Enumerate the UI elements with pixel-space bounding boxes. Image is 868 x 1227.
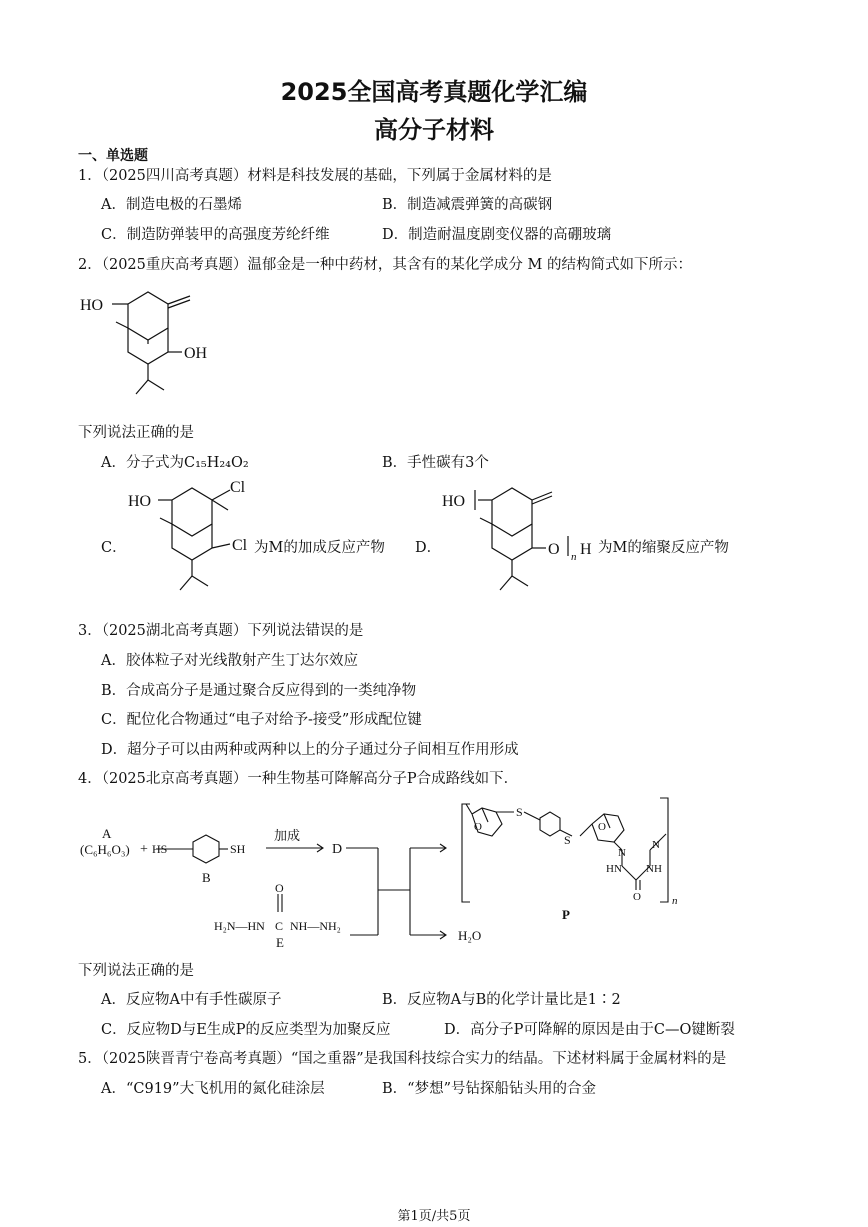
scheme-hs: HS [152,842,168,856]
scheme-p-o1: O [474,821,482,833]
option-d-text: 为M的缩聚反应产物 [598,540,729,556]
option-c: C．制造防弹装甲的高强度芳纶纤维 [101,227,330,243]
option-c: C．反应物D与E生成P的反应类型为加聚反应 [101,1022,391,1038]
option-d: D．制造耐温度剧变仪器的高硼玻璃 [382,227,612,243]
struct-cl-bottom: Cl [232,537,248,554]
option-c: C．配位化合物通过“电子对给予-接受”形成配位键 [101,712,422,728]
structure-option-c [128,476,268,606]
option-c-text: 为M的加成反应产物 [254,540,385,556]
scheme-e-label: E [276,935,284,950]
struct-oh: OH [184,345,208,362]
option-b: B．合成高分子是通过聚合反应得到的一类纯净物 [101,683,417,699]
question-stem: 2．（2025重庆高考真题）温郁金是一种中药材，其含有的某化学成分 M 的结构简式如下所示： [78,257,692,273]
question-lead: 下列说法正确的是 [78,963,194,979]
option-d: D．超分子可以由两种或两种以上的分子通过分子间相互作用形成 [101,742,519,758]
option-b: B．“梦想”号钻探船钻头用的合金 [382,1081,596,1097]
question-stem: 1．（2025四川高考真题）材料是科技发展的基础，下列属于金属材料的是 [78,168,552,184]
struct-o: O [548,541,560,558]
scheme-p-label: P [562,907,570,922]
scheme-p-n1: N [618,847,626,859]
struct-ho: HO [442,493,466,510]
question-stem: 4．（2025北京高考真题）一种生物基可降解高分子P合成路线如下． [78,771,519,787]
page-subtitle: 高分子材料 [374,116,494,144]
scheme-arrow-label: 加成 [274,828,301,843]
synthesis-scheme [78,790,698,950]
scheme-p-s2: S [564,833,571,847]
scheme-b-label: B [202,870,211,885]
question-stem: 3．（2025湖北高考真题）下列说法错误的是 [78,623,364,639]
option-a: A．反应物A中有手性碳原子 [101,992,282,1008]
section-heading: 一、单选题 [78,148,148,164]
struct-n: n [571,551,577,563]
scheme-p-n2: N [652,839,660,851]
scheme-e-c: C [275,919,284,933]
page-footer: 第1页/共5页 [397,1209,471,1224]
scheme-p-o3: O [633,891,641,903]
question-lead: 下列说法正确的是 [78,425,194,441]
option-a: A．胶体粒子对光线散射产生丁达尔效应 [101,653,358,669]
option-a: A．“C919”大飞机用的氮化硅涂层 [101,1081,325,1097]
page-title: 2025全国高考真题化学汇编 [280,78,588,106]
option-b: B．制造减震弹簧的高碳钢 [382,197,553,213]
scheme-d-label: D [332,842,343,857]
scheme-p-hn: HN [606,863,622,875]
scheme-water: H₂O [458,928,482,943]
structure-option-d [442,476,602,606]
scheme-p-nh: NH [646,863,662,875]
struct-cl-top: Cl [230,479,246,496]
scheme-e-o: O [275,881,284,895]
scheme-p-s1: S [516,805,523,819]
option-d: D．高分子P可降解的原因是由于C—O键断裂 [444,1022,735,1038]
option-b: B．反应物A与B的化学计量比是1∶2 [382,992,621,1008]
structure-m [78,280,228,410]
scheme-e-right: NH—NH₂ [290,919,341,933]
question-stem: 5．（2025陕晋青宁卷高考真题）“国之重器”是我国科技综合实力的结晶。下述材料属于金属材料的是 [78,1051,727,1067]
option-a: A．分子式为C₁₅H₂₄O₂ [101,455,249,471]
option-b: B．手性碳有3个 [382,455,489,471]
struct-ho: HO [80,297,104,314]
struct-h: H [580,541,592,558]
option-c-label: C． [101,540,127,556]
scheme-plus: + [140,842,148,857]
option-a: A．制造电极的石墨烯 [101,197,242,213]
struct-ho: HO [128,493,152,510]
option-d-label: D． [415,540,442,556]
scheme-a-formula: (C₆H₆O₃) [80,842,130,857]
scheme-p-o2: O [598,821,606,833]
scheme-e-left: H₂N—HN [214,919,265,933]
scheme-a-label: A [102,826,112,841]
scheme-p-n-sub: n [672,895,678,907]
scheme-sh: SH [230,842,246,856]
